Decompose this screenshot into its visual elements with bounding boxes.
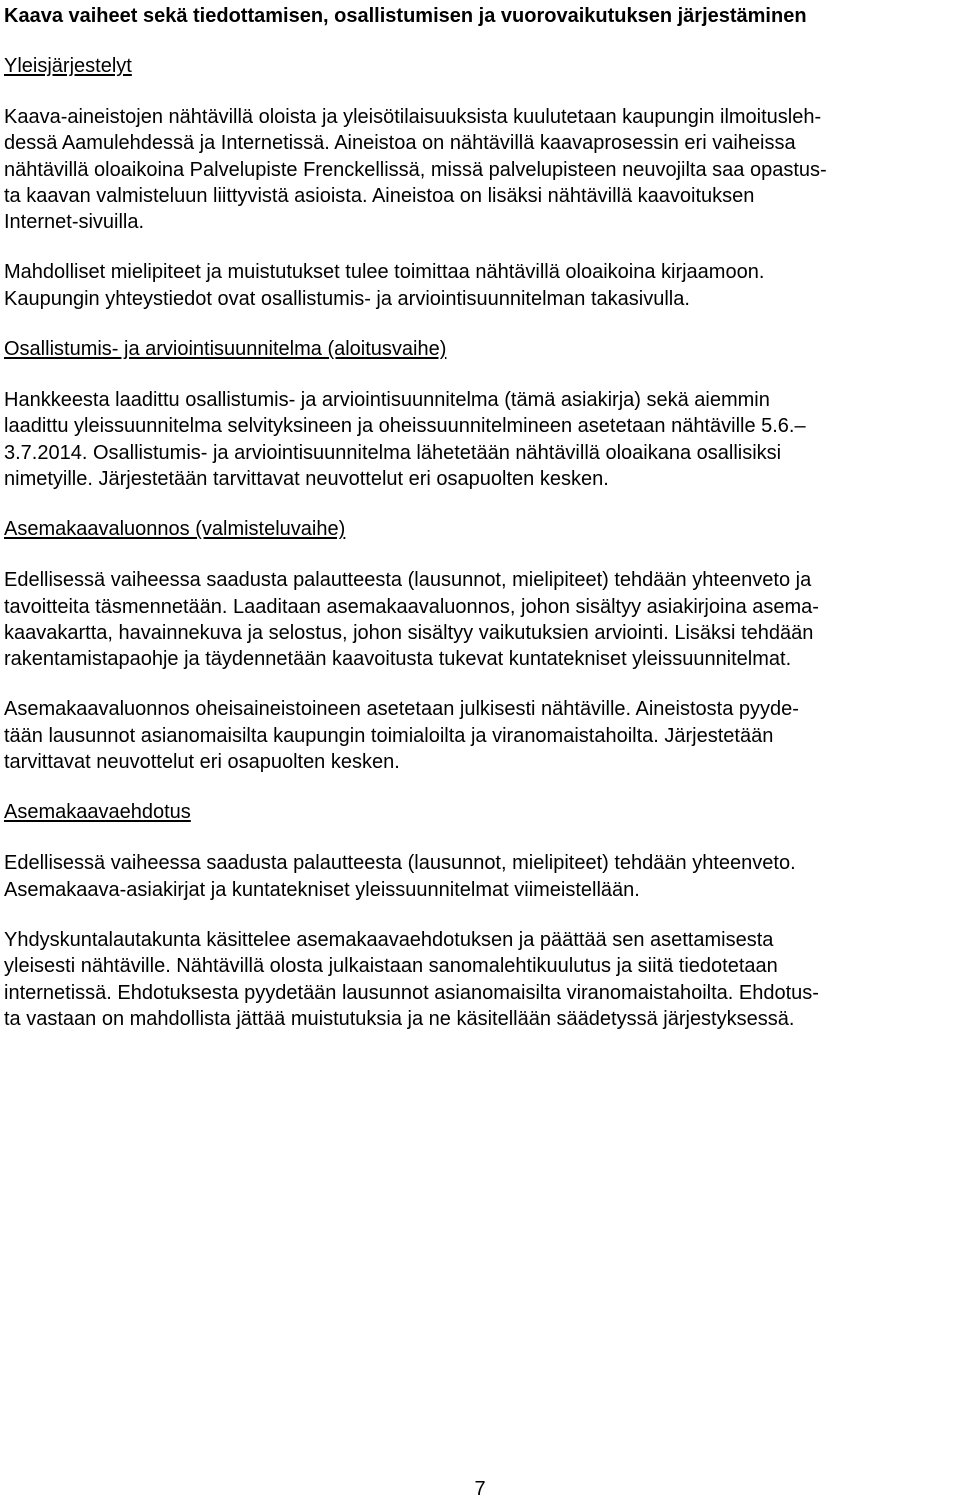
paragraph-line: ta vastaan on mahdollista jättää muistutuksia ja ne käsitellään säädetyssä järjestyksessä. <box>4 1007 795 1030</box>
paragraph-line: laadittu yleissuunnitelma selvityksineen ja oheissuunnitelmineen asetetaan nähtäville 5.6.– <box>4 415 806 438</box>
paragraph-line: nähtävillä oloaikoina Palvelupiste Frenckellissä, missä palvelupisteen neuvojilta saa opastus- <box>4 158 827 181</box>
paragraph-line: Asemakaava-asiakirjat ja kuntatekniset yleissuunnitelmat viimeistellään. <box>4 878 640 901</box>
paragraph <box>4 927 956 1032</box>
page-number: 7 <box>474 1478 486 1500</box>
paragraph <box>4 696 956 775</box>
paragraph-line: Yhdyskuntalautakunta käsittelee asemakaavaehdotuksen ja päättää sen asettamisesta <box>4 928 774 951</box>
paragraph <box>4 259 956 312</box>
paragraph-line: Edellisessä vaiheessa saadusta palautteesta (lausunnot, mielipiteet) tehdään yhteenveto ja <box>4 569 812 592</box>
section-heading: Asemakaavaehdotus <box>4 801 191 824</box>
paragraph-line: Asemakaavaluonnos oheisaineistoineen asetetaan julkisesti nähtäville. Aineistosta pyyde- <box>4 698 799 721</box>
paragraph-line: dessä Aamulehdessä ja Internetissä. Aineistoa on nähtävillä kaavaprosessin eri vaiheissa <box>4 132 796 155</box>
paragraph-line: nimetyille. Järjestetään tarvittavat neuvottelut eri osapuolten kesken. <box>4 467 609 490</box>
document-title: Kaava vaiheet sekä tiedottamisen, osallistumisen ja vuorovaikutuksen järjestäminen <box>4 5 807 27</box>
section-heading: Yleisjärjestelyt <box>4 55 132 77</box>
paragraph-line: Kaava-aineistojen nähtävillä oloista ja yleisötilaisuuksista kuulutetaan kaupungin ilmoitusleh- <box>4 106 822 128</box>
paragraph-line: rakentamistapaohje ja täydennetään kaavoitusta tukevat kuntatekniset yleissuunnitelmat. <box>4 648 792 671</box>
document-page <box>4 0 956 1032</box>
paragraph-line: tavoitteita täsmennetään. Laaditaan asemakaavaluonnos, johon sisältyy asiakirjoina asema- <box>4 595 819 618</box>
paragraph <box>4 104 956 235</box>
paragraph-line: kaavakartta, havainnekuva ja selostus, johon sisältyy vaikutuksien arviointi. Lisäksi tehdään <box>4 621 814 644</box>
paragraph-line: Edellisessä vaiheessa saadusta palautteesta (lausunnot, mielipiteet) tehdään yhteenveto. <box>4 852 796 875</box>
paragraph-line: ta kaavan valmisteluun liittyvistä asioista. Aineistoa on lisäksi nähtävillä kaavoituksen <box>4 184 755 207</box>
paragraph-line: 3.7.2014. Osallistumis- ja arviointisuunnitelma lähetetään nähtävillä oloaikana osallisiksi <box>4 441 782 464</box>
paragraph <box>4 387 956 492</box>
document-body <box>4 53 956 1032</box>
paragraph-line: Mahdolliset mielipiteet ja muistutukset tulee toimittaa nähtävillä oloaikoina kirjaamoon. <box>4 261 765 284</box>
paragraph-line: Kaupungin yhteystiedot ovat osallistumis- ja arviointisuunnitelman takasivulla. <box>4 287 690 310</box>
paragraph-line: yleisesti nähtäville. Nähtävillä olosta julkaistaan sanomalehtikuulutus ja siitä tiedotetaan <box>4 955 778 978</box>
paragraph <box>4 850 956 903</box>
paragraph-line: internetissä. Ehdotuksesta pyydetään lausunnot asianomaisilta viranomaistahoilta. Ehdotus- <box>4 981 819 1004</box>
section-heading: Asemakaavaluonnos (valmisteluvaihe) <box>4 518 346 541</box>
paragraph-line: tään lausunnot asianomaisilta kaupungin toimialoilta ja viranomaistahoilta. Järjestetään <box>4 724 774 747</box>
paragraph-line: Hankkeesta laadittu osallistumis- ja arviointisuunnitelma (tämä asiakirja) sekä aiemmin <box>4 389 770 412</box>
paragraph-line: Internet-sivuilla. <box>4 211 145 234</box>
paragraph <box>4 567 956 672</box>
section-heading: Osallistumis- ja arviointisuunnitelma (aloitusvaihe) <box>4 338 447 361</box>
paragraph-line: tarvittavat neuvottelut eri osapuolten kesken. <box>4 751 400 774</box>
